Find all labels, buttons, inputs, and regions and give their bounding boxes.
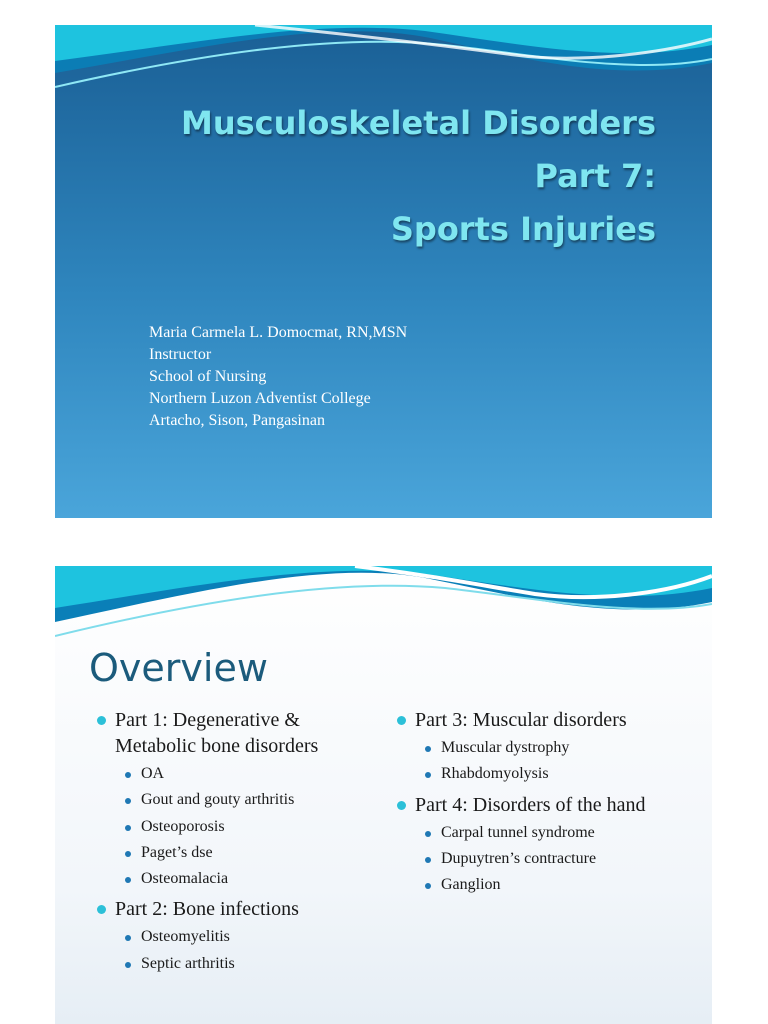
list-item: Rhabdomyolysis	[415, 761, 685, 787]
part4-label: Part 4: Disorders of the hand	[415, 793, 646, 816]
title-slide	[55, 25, 712, 518]
title-line: Part 7:	[534, 157, 656, 195]
list-item: Muscular dystrophy	[415, 735, 685, 761]
list-item: Gout and gouty arthritis	[115, 787, 385, 813]
author-role: Instructor	[149, 346, 212, 363]
list-item: OA	[115, 761, 385, 787]
overview-slide	[55, 566, 712, 1024]
list-item	[95, 707, 385, 892]
right-column	[395, 707, 685, 902]
wave-decoration	[55, 566, 712, 646]
list-item	[395, 792, 685, 899]
part2-label: Part 2: Bone infections	[115, 898, 299, 921]
author-location: Artacho, Sison, Pangasinan	[149, 412, 325, 429]
author-college: Northern Luzon Adventist College	[149, 390, 371, 407]
list-item: Paget’s dse	[115, 840, 385, 866]
list-item: Ganglion	[415, 872, 685, 898]
part1-label: Part 1: Degenerative & Metabolic bone disorders	[115, 709, 319, 757]
list-item: Osteoporosis	[115, 814, 385, 840]
author-school: School of Nursing	[149, 368, 267, 385]
list-item	[95, 896, 385, 977]
slide-title	[181, 97, 656, 256]
author-block	[149, 322, 407, 432]
list-item: Carpal tunnel syndrome	[415, 820, 685, 846]
list-item: Osteomyelitis	[115, 924, 385, 950]
list-item: Osteomalacia	[115, 866, 385, 892]
list-item: Septic arthritis	[115, 951, 385, 977]
part3-label: Part 3: Muscular disorders	[415, 709, 627, 731]
wave-decoration	[55, 25, 712, 105]
title-line: Sports Injuries	[390, 210, 656, 248]
list-item	[395, 707, 685, 788]
title-line: Musculoskeletal Disorders	[181, 104, 656, 142]
author-name: Maria Carmela L. Domocmat, RN,MSN	[149, 324, 408, 341]
list-item: Dupuytren’s contracture	[415, 846, 685, 872]
left-column	[95, 707, 385, 981]
slide-title: Overview	[89, 646, 268, 690]
